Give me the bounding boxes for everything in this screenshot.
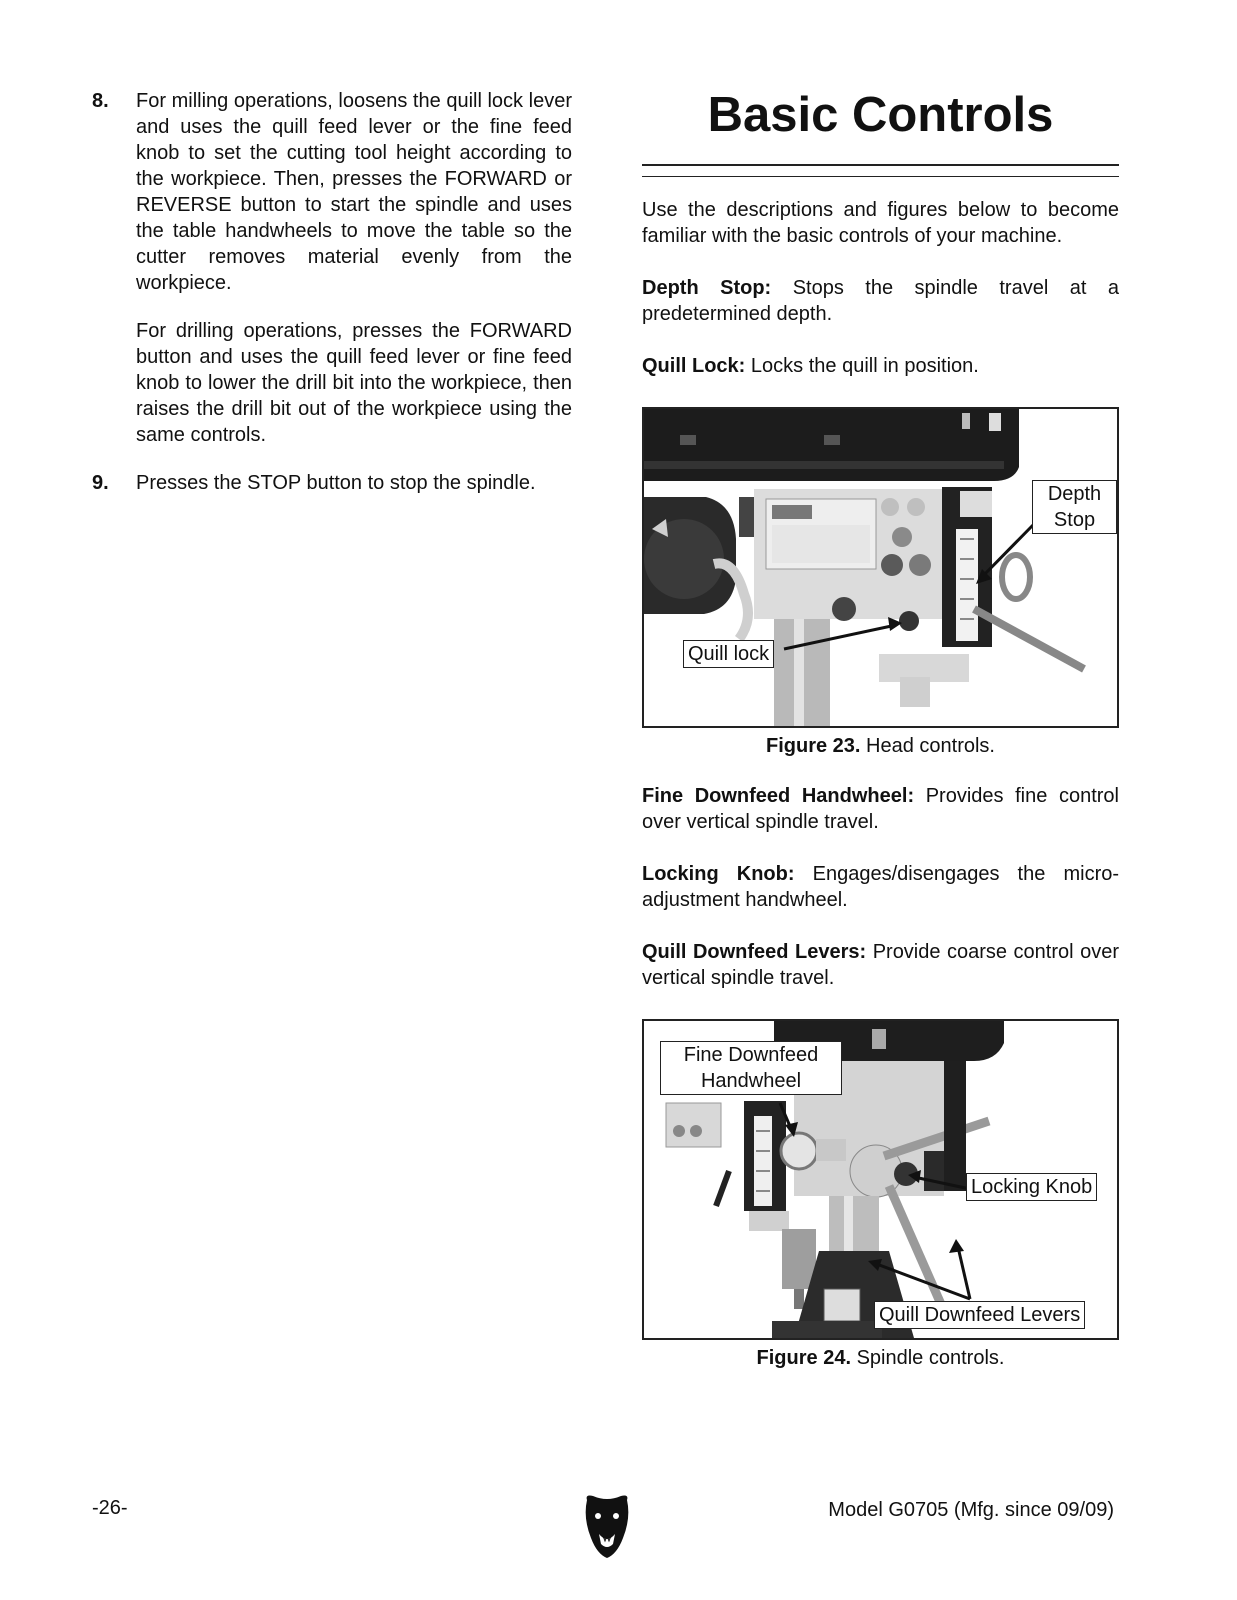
step-number: 8. — [92, 90, 109, 112]
head-controls-photo — [644, 409, 1117, 726]
intro-paragraph: Use the descriptions and figures below to become familiar with the basic controls of your machine. — [642, 199, 1119, 247]
left-column — [92, 88, 572, 518]
callout-quill-downfeed-levers: Quill Downfeed Levers — [874, 1301, 1085, 1329]
definition-quill-levers — [642, 939, 1119, 991]
heading-rule — [642, 164, 1119, 166]
definition-text: Provide coarse control over vertical spindle travel. — [642, 941, 1119, 989]
caption-text: Head controls. — [866, 735, 995, 757]
right-column — [642, 80, 1119, 1371]
callout-locking-knob: Locking Knob — [966, 1173, 1097, 1201]
definition-text: Engages/disengages the micro-adjustment handwheel. — [642, 863, 1120, 911]
figure-23-caption — [642, 733, 1119, 759]
step-paragraph: Presses the STOP button to stop the spindle. — [136, 472, 536, 494]
definition-term: Quill Lock: — [642, 355, 746, 377]
definition-term: Depth Stop: — [642, 277, 772, 299]
definition-text: Provides fine control over vertical spindle travel. — [642, 785, 1120, 833]
callout-depth-stop: Depth Stop — [1032, 480, 1117, 534]
definition-term: Locking Knob: — [642, 863, 795, 885]
step-9 — [92, 470, 572, 496]
definition-quill-lock — [642, 353, 1119, 379]
definition-term: Fine Downfeed Handwheel: — [642, 785, 915, 807]
figure-23-image — [642, 407, 1119, 728]
caption-label: Figure 24. — [756, 1347, 852, 1369]
step-paragraph: For milling operations, loosens the quill lock lever and uses the quill feed lever or the fine feed knob to set the cutting tool height according to the workpiece. Then, presses the FORWARD or REVERSE button to start the spindle and uses the table handwheels to move the table so the cutter removes material evenly from the workpiece. — [136, 90, 572, 294]
callout-fine-downfeed-handwheel: Fine Downfeed Handwheel — [660, 1041, 842, 1095]
definition-locking-knob — [642, 861, 1119, 913]
section-heading: Basic Controls — [707, 88, 1054, 142]
figure-24-image — [642, 1019, 1119, 1340]
page-number: -26- — [92, 1497, 128, 1519]
definition-text: Locks the quill in position. — [750, 355, 979, 377]
step-paragraph: For drilling operations, presses the FORWARD button and uses the quill feed lever or fine feed knob to lower the drill bit into the workpiece, then raises the drill bit out of the workpiece using the same controls. — [136, 320, 572, 446]
definition-depth-stop — [642, 275, 1119, 327]
callout-quill-lock: Quill lock — [683, 640, 774, 668]
caption-text: Spindle controls. — [856, 1347, 1005, 1369]
figure-24-caption — [642, 1345, 1119, 1371]
definition-fine-downfeed — [642, 783, 1119, 835]
step-number: 9. — [92, 472, 109, 494]
heading-rule-thin — [642, 176, 1119, 177]
definition-term: Quill Downfeed Levers: — [642, 941, 867, 963]
caption-label: Figure 23. — [765, 735, 861, 757]
definition-text: Stops the spindle travel at a predetermined depth. — [642, 277, 1120, 325]
model-info: Model G0705 (Mfg. since 09/09) — [828, 1499, 1114, 1521]
bear-logo-icon — [583, 1494, 631, 1560]
step-8 — [92, 88, 572, 448]
